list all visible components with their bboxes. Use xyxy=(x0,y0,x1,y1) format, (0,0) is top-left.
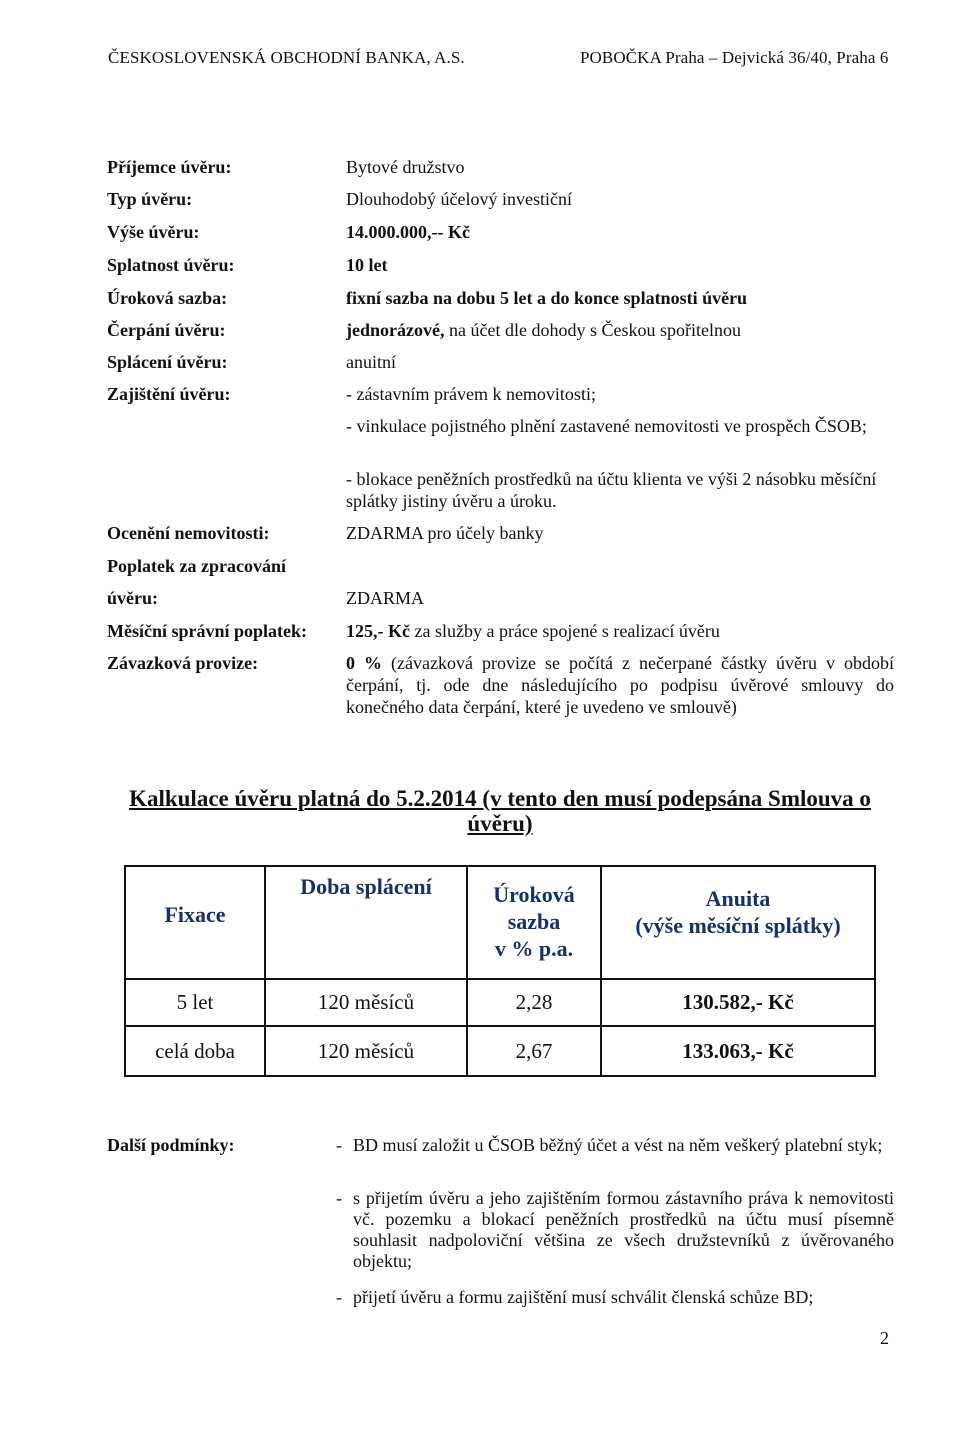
calculation-title: Kalkulace úvěru platná do 5.2.2014 (v tento den musí podepsána Smlouva o úvěru) xyxy=(129,786,871,836)
value-mesicni xyxy=(346,620,894,642)
label-cerpani: Čerpání úvěru: xyxy=(107,320,226,340)
label-splatnost: Splatnost úvěru: xyxy=(107,255,235,275)
label-poplatek-line1: Poplatek za zpracování xyxy=(107,556,286,576)
label-splaceni: Splácení úvěru: xyxy=(107,352,228,372)
value-vyse: 14.000.000,-- Kč xyxy=(346,222,470,242)
condition-text: přijetí úvěru a formu zajištění musí schválit členská schůze BD; xyxy=(353,1287,814,1307)
th-sazba xyxy=(468,871,600,971)
bullet-dash: - xyxy=(336,1287,342,1307)
th-sazba-line2: sazba xyxy=(507,908,561,934)
th-sazba-line1: Úroková xyxy=(493,881,575,907)
condition-item xyxy=(336,1287,894,1308)
value-zajisteni-2: - vinkulace pojistného plnění zastavené nemovitosti ve prospěch ČSOB; xyxy=(346,416,867,436)
th-anuita-line1: Anuita xyxy=(705,886,771,911)
condition-text: s přijetím úvěru a jeho zajištěním formou zástavního práva k nemovitosti vč. pozemku a blokací peněžních prostředků na účtu musí písemně souhlasit nadpoloviční většina ze všech družstevníků z úvěrovaného objektu; xyxy=(353,1188,894,1271)
condition-item xyxy=(336,1188,894,1272)
label-zavazkova: Závazková provize: xyxy=(107,653,259,673)
table-cell: celá doba xyxy=(155,1038,235,1063)
value-zavazkova xyxy=(346,652,894,718)
bank-name: ČESKOSLOVENSKÁ OBCHODNÍ BANKA, A.S. xyxy=(108,48,465,67)
table-cell: 120 měsíců xyxy=(317,1038,415,1063)
value-typ: Dlouhodobý účelový investiční xyxy=(346,189,572,209)
value-mesicni-bold: 125,- Kč xyxy=(346,621,410,641)
value-cerpani-rest: na účet dle dohody s Českou spořitelnou xyxy=(444,320,741,340)
value-mesicni-rest: za služby a práce spojené s realizací úvěru xyxy=(409,621,720,641)
value-prijemce: Bytové družstvo xyxy=(346,157,465,177)
th-doba: Doba splácení xyxy=(300,873,432,899)
value-zavazkova-bold: 0 % xyxy=(346,653,383,673)
table-cell: 120 měsíců xyxy=(317,990,415,1014)
value-sazba: fixní sazba na dobu 5 let a do konce splatnosti úvěru xyxy=(346,288,748,308)
value-cerpani-bold: jednorázové, xyxy=(346,320,445,340)
value-zajisteni-1: - zástavním právem k nemovitosti; xyxy=(346,384,596,404)
value-cerpani xyxy=(346,319,894,341)
label-oceneni: Ocenění nemovitosti: xyxy=(107,523,270,543)
value-poplatek: ZDARMA xyxy=(346,588,425,608)
value-splaceni: anuitní xyxy=(346,352,396,372)
label-mesicni: Měsíční správní poplatek: xyxy=(107,621,308,641)
label-prijemce: Příjemce úvěru: xyxy=(107,157,232,177)
table-cell: 2,28 xyxy=(515,990,553,1014)
value-splatnost: 10 let xyxy=(346,255,388,275)
condition-text: BD musí založit u ČSOB běžný účet a vést na něm veškerý platební styk; xyxy=(353,1135,883,1155)
label-poplatek-line2: úvěru: xyxy=(107,588,158,608)
label-zajisteni: Zajištění úvěru: xyxy=(107,384,231,404)
calculation-table xyxy=(124,865,876,1077)
label-sazba: Úroková sazba: xyxy=(107,288,228,308)
table-cell: 2,67 xyxy=(515,1038,553,1063)
th-fixace: Fixace xyxy=(164,902,226,927)
th-sazba-line3: v % p.a. xyxy=(494,935,574,961)
table-cell: 130.582,- Kč xyxy=(682,990,794,1014)
label-vyse: Výše úvěru: xyxy=(107,222,200,242)
value-oceneni: ZDARMA pro účely banky xyxy=(346,523,544,543)
bullet-dash: - xyxy=(336,1188,342,1208)
value-zajisteni-3: - blokace peněžních prostředků na účtu klienta ve výši 2 násobku měsíční splátky jistiny úvěru a úroku. xyxy=(346,469,877,511)
table-cell: 133.063,- Kč xyxy=(682,1038,794,1063)
table-cell: 5 let xyxy=(176,990,214,1014)
th-anuita-line2: (výše měsíční splátky) xyxy=(635,913,841,938)
th-anuita xyxy=(602,877,874,947)
branch-address: POBOČKA Praha – Dejvická 36/40, Praha 6 xyxy=(580,48,889,67)
label-typ: Typ úvěru: xyxy=(107,189,193,209)
value-zavazkova-rest: (závazková provize se počítá z nečerpané částky úvěru v období čerpání, tj. ode dne následujícího po podpisu úvěrové smlouvy do konečného data čerpání, které je uvedeno ve smlouvě) xyxy=(346,653,895,717)
condition-item xyxy=(336,1135,894,1156)
bullet-dash: - xyxy=(336,1135,342,1155)
page-number: 2 xyxy=(880,1328,889,1348)
other-conditions-label: Další podmínky: xyxy=(107,1135,235,1155)
